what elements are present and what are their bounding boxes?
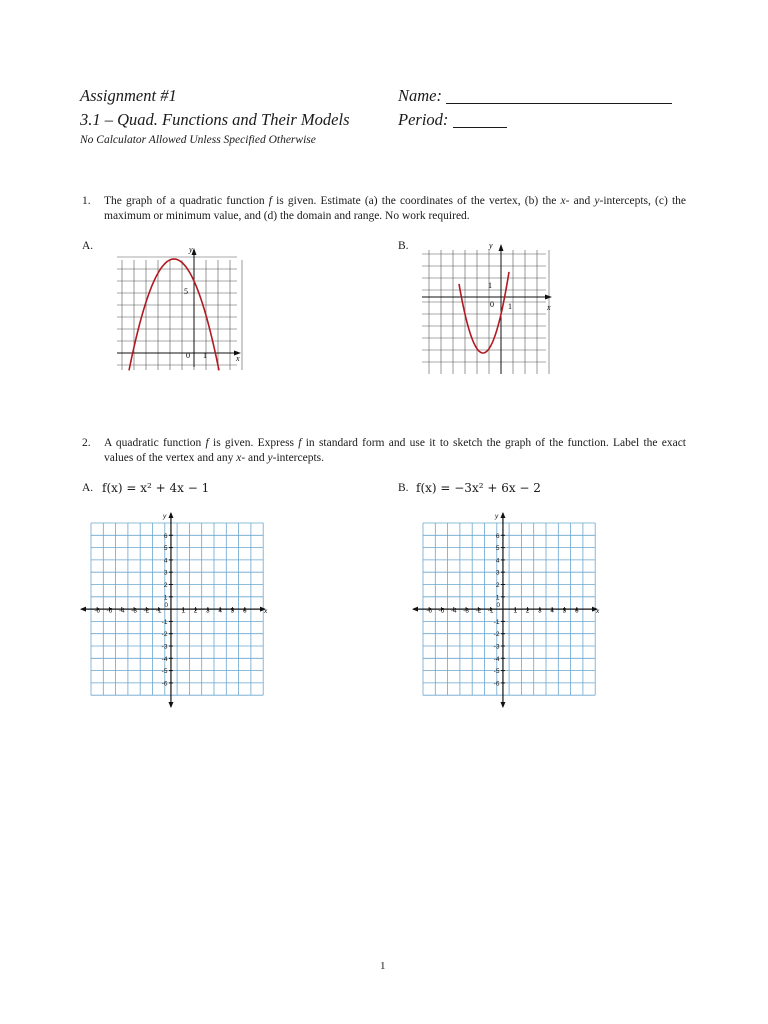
x-tick-label: -5 (438, 607, 445, 615)
graph-b (419, 240, 559, 378)
y-axis-arrow-up (500, 512, 505, 518)
origin-label: 0 (496, 602, 500, 610)
x-tick-label: -6 (94, 607, 101, 615)
y-tick-label: -3 (161, 643, 168, 651)
y-tick-label: -1 (493, 618, 500, 626)
y-tick-label: -2 (161, 631, 168, 639)
x-tick-label: -2 (475, 607, 482, 615)
period-field (398, 110, 507, 130)
y-tick-label: 2 (163, 582, 168, 589)
graph-b-x-tick-label: 1 (508, 302, 512, 311)
graph-a (112, 242, 250, 372)
x-tick-label: 1 (181, 607, 186, 615)
y-axis-arrow-up (168, 512, 173, 518)
y-tick-label: 3 (495, 569, 500, 577)
x-axis-label: x (596, 608, 600, 616)
y-tick-label: -4 (161, 655, 168, 663)
y-tick-label: -3 (493, 643, 500, 651)
x-tick-label: -2 (143, 607, 150, 615)
graph-a-y-tick-label: 5 (184, 287, 188, 296)
x-tick-label: -1 (487, 607, 494, 615)
y-tick-label: 6 (163, 532, 168, 540)
y-tick-label: -4 (493, 655, 500, 663)
graph-a-y-axis-label: y (189, 245, 193, 254)
graph-a-x-tick-label: 1 (203, 351, 207, 360)
y-axis-label: y (162, 513, 167, 520)
problem1-text: The graph of a quadratic function f is given. Estimate (a) the coordinates of the vertex, (b) the x- and y-intercepts, (c) the maximum or minimum value, and (d) the domain and range. No work required. (104, 195, 686, 222)
x-axis-label: x (264, 608, 268, 616)
blank-grid-b (410, 510, 602, 710)
part-a-function: f(x) = x² + 4x − 1 (102, 481, 210, 495)
x-tick-label: -5 (106, 607, 113, 615)
y-tick-label: -5 (161, 668, 168, 676)
graph-a-origin-label: 0 (186, 351, 190, 360)
x-tick-label: 6 (242, 607, 247, 615)
y-tick-label: 3 (163, 569, 168, 577)
part-a-label: A. (82, 482, 94, 494)
y-tick-label: -5 (493, 668, 500, 676)
x-tick-label: 4 (218, 607, 222, 615)
x-tick-label: 5 (230, 607, 235, 615)
graph-b-label: B. (398, 240, 409, 252)
problem1-number: 1. (82, 195, 91, 207)
y-tick-label: -6 (161, 680, 168, 688)
x-tick-label: 3 (206, 607, 210, 615)
x-tick-label: 4 (550, 607, 554, 615)
graph-a-label: A. (82, 240, 94, 252)
calculator-note: No Calculator Allowed Unless Specified Otherwise (80, 134, 316, 146)
y-tick-label: -6 (493, 680, 500, 688)
y-tick-label: 4 (163, 557, 168, 565)
x-tick-label: -6 (426, 607, 433, 615)
name-label: Name: (398, 86, 442, 105)
y-tick-label: 2 (495, 582, 500, 589)
x-tick-label: 2 (193, 607, 198, 615)
graph-b-y-axis-label: y (489, 241, 493, 250)
name-field (398, 86, 672, 106)
y-tick-label: 5 (495, 545, 500, 553)
x-axis-arrow-left (80, 607, 86, 612)
blank-grid-a (78, 510, 270, 710)
part-b-label: B. (398, 482, 409, 494)
section-title: 3.1 – Quad. Functions and Their Models (80, 110, 350, 129)
problem2-text: A quadratic function f is given. Express f in standard form and use it to sketch the graph of the function. Label the exact values of the vertex and any x- and y-intercepts. (104, 437, 687, 464)
x-axis-arrow-left (412, 607, 418, 612)
origin-label: 0 (164, 602, 168, 610)
y-tick-label: 4 (495, 557, 500, 565)
x-tick-label: -1 (155, 607, 162, 615)
y-tick-label: 5 (163, 545, 168, 553)
y-tick-label: -1 (161, 618, 168, 626)
assignment-title: Assignment #1 (80, 86, 177, 105)
graph-b-origin-label: 0 (490, 300, 494, 309)
y-tick-label: 1 (495, 594, 500, 602)
y-tick-label: 1 (163, 594, 168, 602)
page-number: 1 (380, 960, 386, 972)
x-tick-label: 1 (513, 607, 518, 615)
period-blank (453, 113, 507, 128)
x-tick-label: -3 (463, 607, 469, 615)
y-axis-arrow-down (500, 702, 505, 708)
x-tick-label: 2 (525, 607, 530, 615)
x-tick-label: 5 (562, 607, 567, 615)
part-b-function: f(x) = −3x² + 6x − 2 (416, 481, 541, 495)
problem2-number: 2. (82, 437, 91, 449)
y-axis-arrow-down (168, 702, 173, 708)
y-tick-label: 6 (495, 532, 500, 540)
x-tick-label: -4 (450, 607, 457, 615)
graph-b-x-axis-label: x (547, 303, 551, 312)
x-tick-label: 3 (538, 607, 542, 615)
name-blank (446, 89, 672, 104)
y-axis-label: y (494, 513, 499, 520)
graph-b-y-tick-label: 1 (488, 281, 492, 290)
graph-a-x-axis-label: x (236, 354, 240, 363)
period-label: Period: (398, 110, 449, 129)
y-tick-label: -2 (493, 631, 500, 639)
x-tick-label: -3 (131, 607, 137, 615)
x-tick-label: -4 (118, 607, 125, 615)
x-tick-label: 6 (574, 607, 579, 615)
